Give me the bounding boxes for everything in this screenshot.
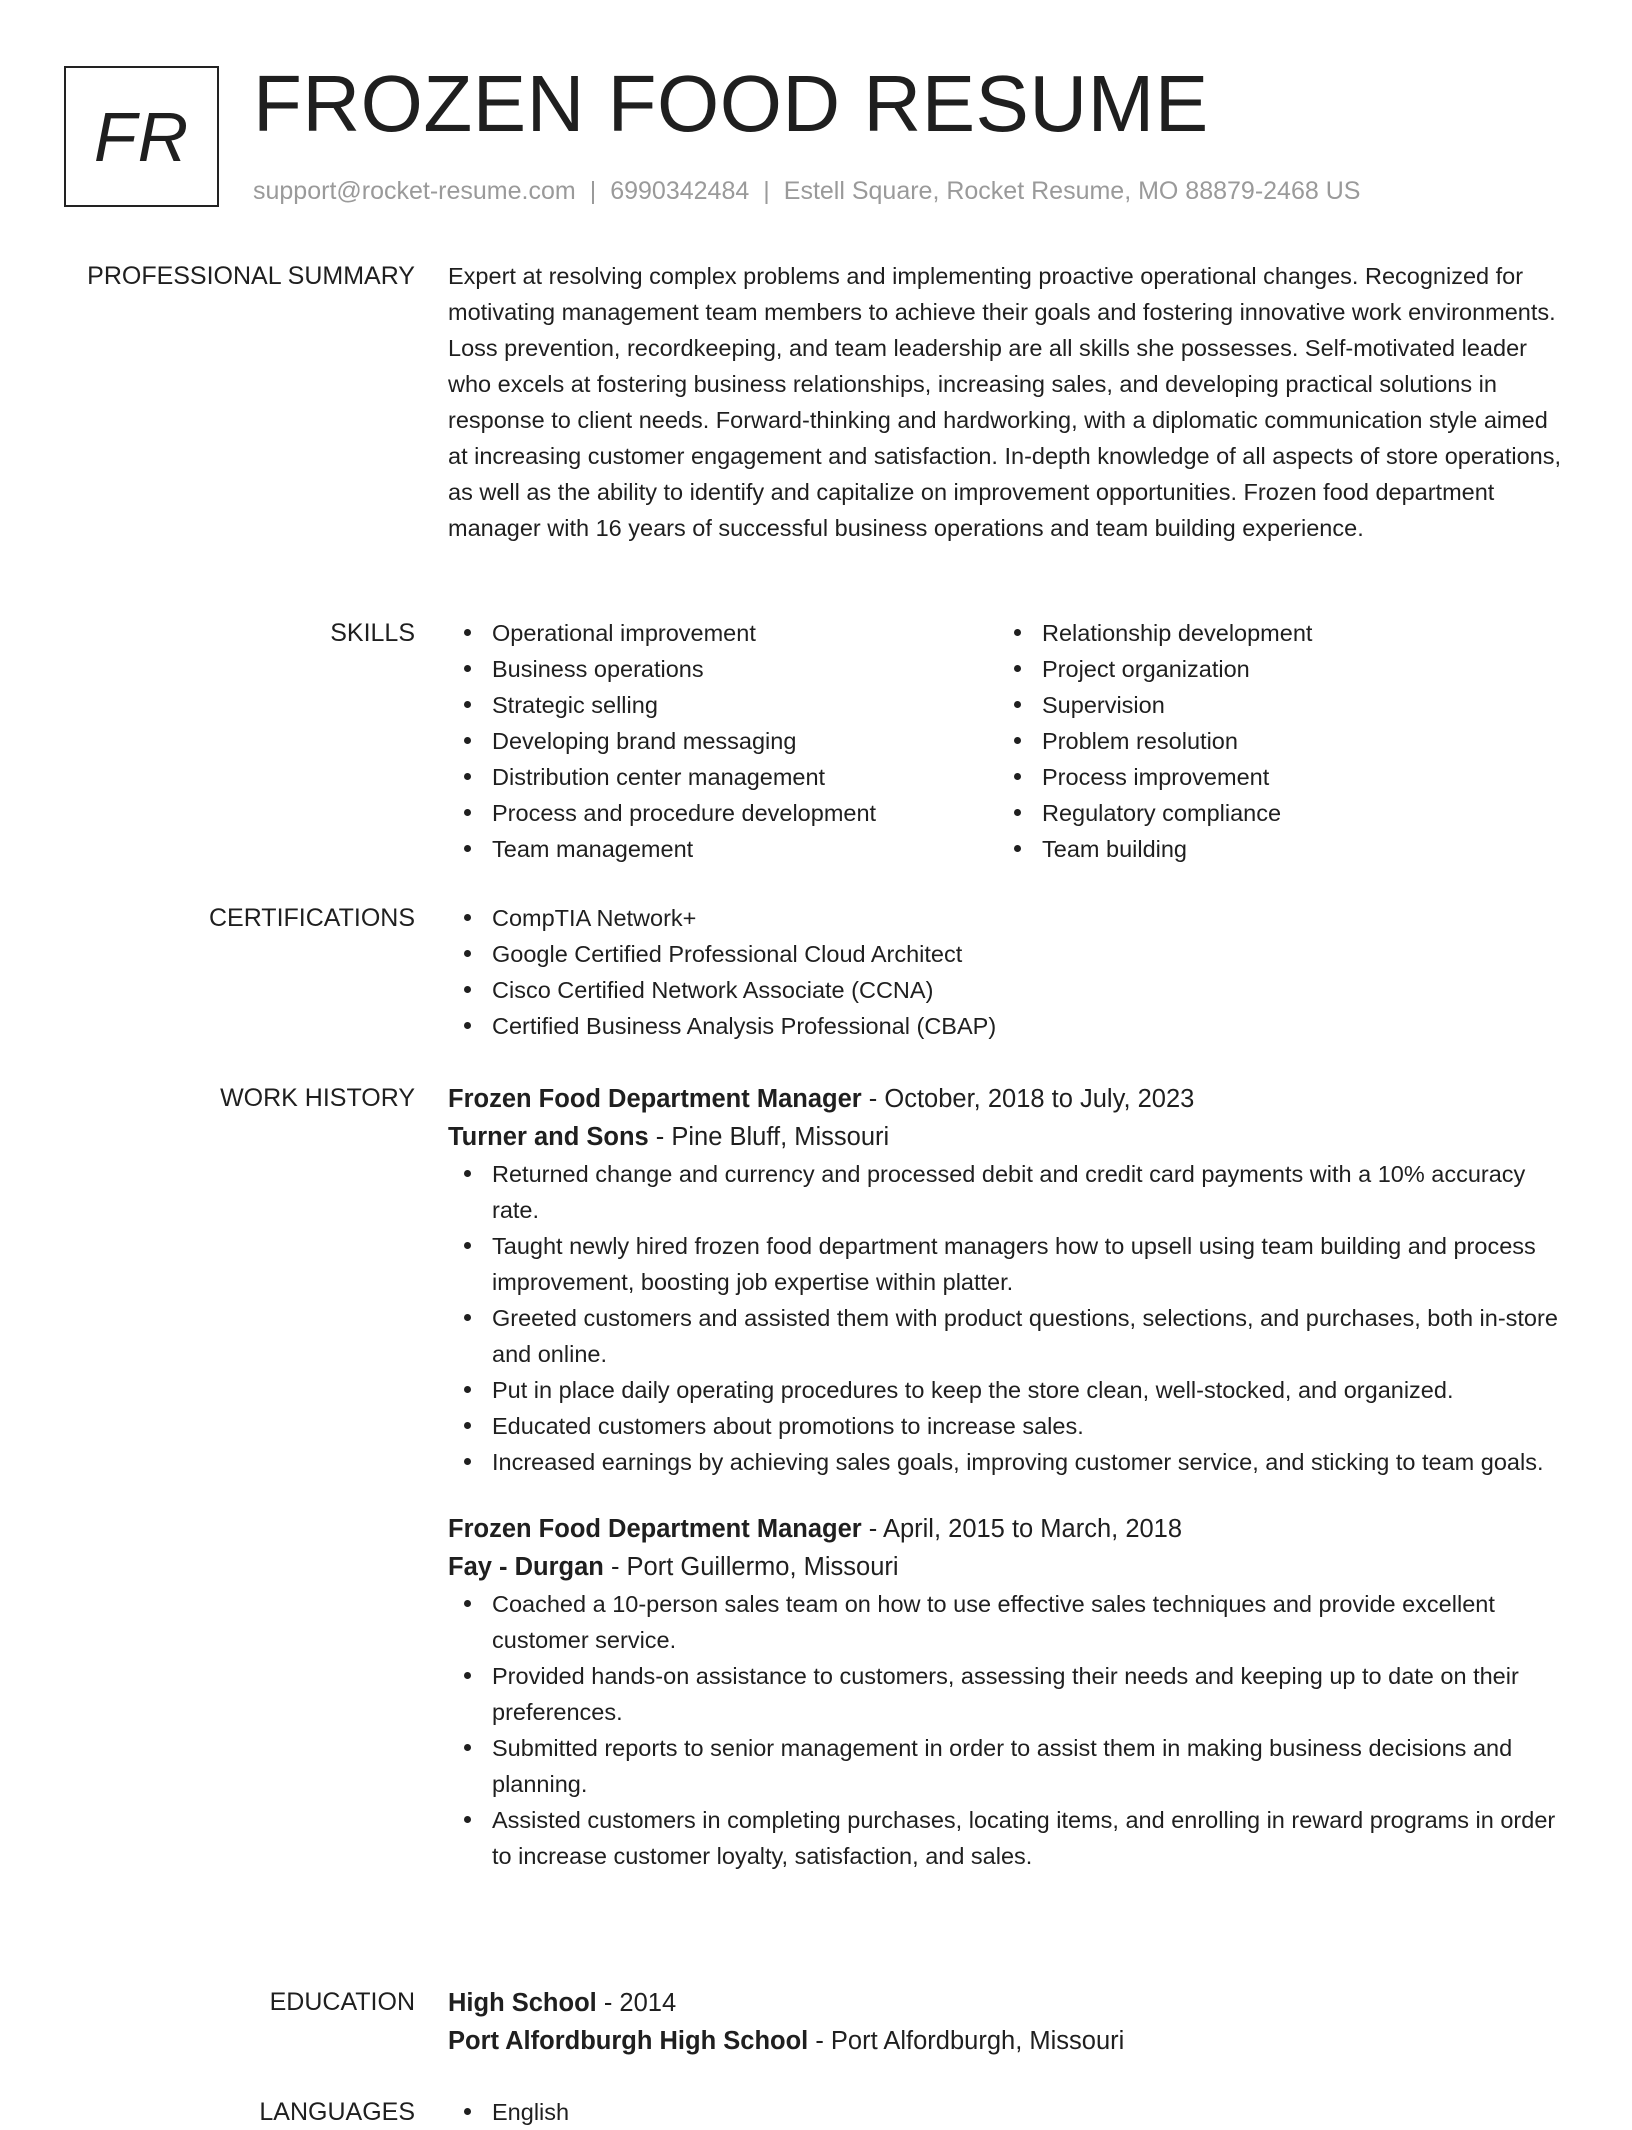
section-label: WORK HISTORY bbox=[220, 1084, 415, 1112]
job-bullet: Increased earnings by achieving sales goals, improving customer service, and sticking to team goals. bbox=[448, 1444, 1568, 1480]
skill-item: Team building bbox=[998, 831, 1548, 867]
contact-phone[interactable]: 6990342484 bbox=[610, 177, 750, 205]
job-company: Fay - Durgan bbox=[448, 1553, 604, 1581]
skill-item: Team management bbox=[448, 831, 998, 867]
skill-item: Supervision bbox=[998, 687, 1548, 723]
summary-body bbox=[448, 258, 1568, 546]
job-bullets bbox=[448, 1586, 1568, 1874]
job-company-line bbox=[448, 1548, 1568, 1586]
job-bullet: Returned change and currency and processed debit and credit card payments with a 10% accuracy rate. bbox=[448, 1156, 1568, 1228]
job-entry bbox=[448, 1510, 1568, 1874]
languages-body bbox=[448, 2094, 1568, 2130]
contact-separator: | bbox=[589, 177, 597, 205]
skill-item: Regulatory compliance bbox=[998, 795, 1548, 831]
job-bullet: Put in place daily operating procedures to keep the store clean, well-stocked, and organized. bbox=[448, 1372, 1568, 1408]
contact-line bbox=[253, 174, 1360, 208]
resume-title: FROZEN FOOD RESUME bbox=[253, 59, 1209, 148]
job-location: - Port Guillermo, Missouri bbox=[603, 1553, 899, 1581]
section-label: LANGUAGES bbox=[259, 2098, 415, 2126]
job-company: Turner and Sons bbox=[448, 1123, 649, 1151]
certification-item: Cisco Certified Network Associate (CCNA) bbox=[448, 972, 1568, 1008]
skill-item: Strategic selling bbox=[448, 687, 998, 723]
section-label: EDUCATION bbox=[269, 1988, 415, 2016]
section-label: CERTIFICATIONS bbox=[208, 904, 415, 932]
section-label: PROFESSIONAL SUMMARY bbox=[87, 262, 415, 290]
skill-item: Distribution center management bbox=[448, 759, 998, 795]
skill-item: Developing brand messaging bbox=[448, 723, 998, 759]
skill-item: Problem resolution bbox=[998, 723, 1548, 759]
job-title-line bbox=[448, 1080, 1568, 1118]
job-location: - Pine Bluff, Missouri bbox=[648, 1123, 890, 1151]
skill-item: Process improvement bbox=[998, 759, 1548, 795]
job-bullet: Assisted customers in completing purchases, locating items, and enrolling in reward programs in order to increase customer loyalty, satisfaction, and sales. bbox=[448, 1802, 1568, 1874]
job-bullet: Coached a 10-person sales team on how to use effective sales techniques and provide excellent customer service. bbox=[448, 1586, 1568, 1658]
job-bullets bbox=[448, 1156, 1568, 1480]
work-history-body bbox=[448, 1080, 1568, 1874]
education-body bbox=[448, 1984, 1568, 2060]
certification-item: CompTIA Network+ bbox=[448, 900, 1568, 936]
languages-list bbox=[448, 2094, 1568, 2130]
monogram: FR bbox=[64, 66, 219, 207]
skills-body bbox=[448, 615, 1568, 867]
certifications-body bbox=[448, 900, 1568, 1044]
education-year: - 2014 bbox=[596, 1989, 677, 2017]
skills-column-right bbox=[998, 615, 1548, 867]
skills-column-left bbox=[448, 615, 998, 867]
contact-separator: | bbox=[763, 177, 770, 205]
skills-grid bbox=[448, 615, 1568, 867]
certification-item: Certified Business Analysis Professional (CBAP) bbox=[448, 1008, 1568, 1044]
job-title: Frozen Food Department Manager bbox=[448, 1085, 862, 1113]
certification-item: Google Certified Professional Cloud Architect bbox=[448, 936, 1568, 972]
job-entry bbox=[448, 1080, 1568, 1480]
education-degree-line bbox=[448, 1984, 1568, 2022]
section-label: SKILLS bbox=[330, 619, 415, 647]
summary-text: Expert at resolving complex problems and implementing proactive operational changes. Recognized for motivating management team members to achieve their goals and fostering innovative work environments. Loss prevention, recordkeeping, and team leadership are all skills she possesses. Self-motivated leader who excels at fostering business relationships, increasing sales, and developing practical solutions in response to client needs. Forward-thinking and hardworking, with a diplomatic communication style aimed at increasing customer engagement and satisfaction. In-depth knowledge of all aspects of store operations, as well as the ability to identify and capitalize on improvement opportunities. Frozen food department manager with 16 years of successful business operations and team building experience. bbox=[448, 263, 1561, 541]
skill-item: Relationship development bbox=[998, 615, 1548, 651]
language-item: English bbox=[448, 2094, 1568, 2130]
job-dates: - April, 2015 to March, 2018 bbox=[861, 1515, 1183, 1543]
job-title: Frozen Food Department Manager bbox=[448, 1515, 862, 1543]
job-bullet: Taught newly hired frozen food department managers how to upsell using team building and process improvement, boosting job expertise within platter. bbox=[448, 1228, 1568, 1300]
skill-item: Process and procedure development bbox=[448, 795, 998, 831]
contact-address: Estell Square, Rocket Resume, MO 88879-2468 US bbox=[783, 177, 1361, 205]
education-location: - Port Alfordburgh, Missouri bbox=[808, 2027, 1125, 2055]
skill-item: Operational improvement bbox=[448, 615, 998, 651]
job-company-line bbox=[448, 1118, 1568, 1156]
certifications-list bbox=[448, 900, 1568, 1044]
education-school: Port Alfordburgh High School bbox=[448, 2027, 809, 2055]
skill-item: Business operations bbox=[448, 651, 998, 687]
education-degree: High School bbox=[448, 1989, 597, 2017]
job-bullet: Submitted reports to senior management in order to assist them in making business decisions and planning. bbox=[448, 1730, 1568, 1802]
skill-item: Project organization bbox=[998, 651, 1548, 687]
job-bullet: Provided hands-on assistance to customers, assessing their needs and keeping up to date on their preferences. bbox=[448, 1658, 1568, 1730]
contact-email[interactable]: support@rocket-resume.com bbox=[253, 177, 576, 205]
job-bullet: Educated customers about promotions to increase sales. bbox=[448, 1408, 1568, 1444]
education-school-line bbox=[448, 2022, 1568, 2060]
job-dates: - October, 2018 to July, 2023 bbox=[861, 1085, 1195, 1113]
job-title-line bbox=[448, 1510, 1568, 1548]
job-bullet: Greeted customers and assisted them with product questions, selections, and purchases, both in-store and online. bbox=[448, 1300, 1568, 1372]
